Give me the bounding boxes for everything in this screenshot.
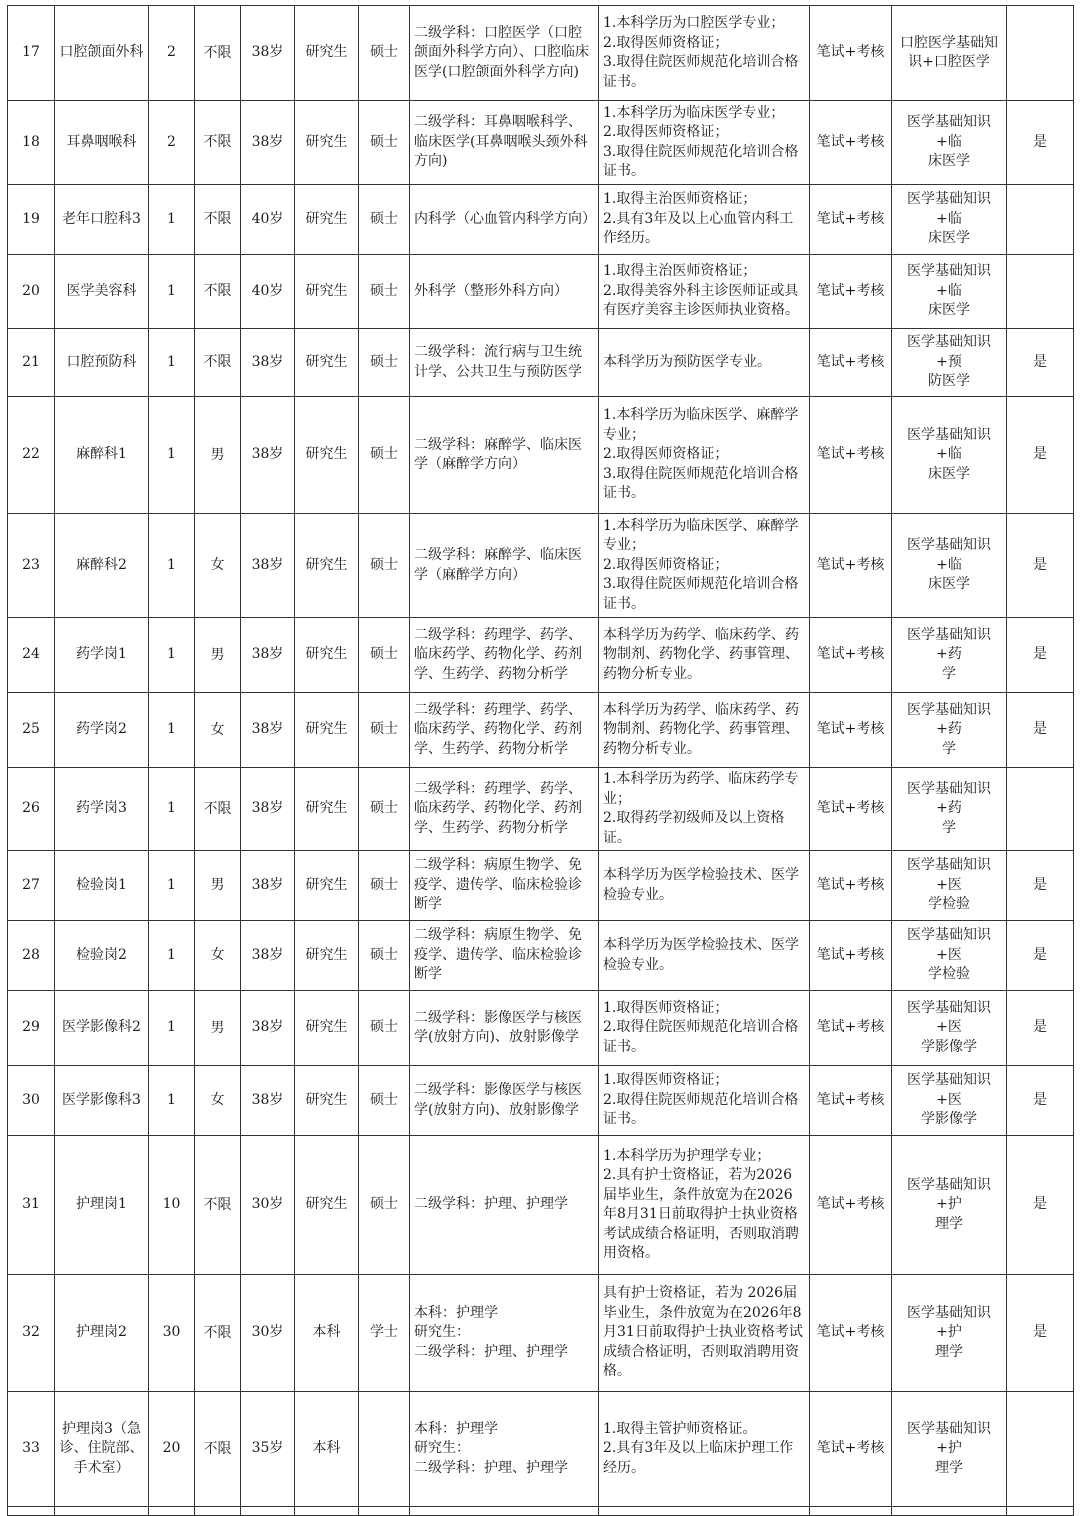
exam-subject-cell: 口腔医学基础知识+口腔医学 <box>892 6 1007 101</box>
other-requirements-cell: 1.本科学历为护理学专业； 2.具有护士资格证，若为2026届毕业生，条件放宽为在2026年8月31日前取得护士执业资格考试成绩合格证明，否则取消聘用资格。 <box>599 1136 810 1275</box>
exam-method-cell: 笔试+考核 <box>810 921 892 991</box>
exam-subject-cell: 医学基础知识+临 床医学 <box>892 514 1007 618</box>
headcount-cell: 1 <box>149 991 195 1066</box>
other-requirements-cell: 1.取得医师资格证； 2.取得住院医师规范化培训合格证书。 <box>599 1066 810 1136</box>
flag-cell: 是 <box>1007 921 1074 991</box>
degree-cell: 硕士 <box>359 618 410 693</box>
education-cell: 研究生 <box>295 397 359 514</box>
headcount-cell: 1 <box>149 329 195 397</box>
gender-requirement-cell: 不限 <box>195 1392 241 1507</box>
headcount-cell: 1 <box>149 185 195 255</box>
flag-cell: 是 <box>1007 101 1074 185</box>
exam-subject-cell: 医学基础知识+护 理学 <box>892 1392 1007 1507</box>
age-limit-cell: 38岁 <box>241 768 295 851</box>
exam-method-cell: 笔试+考核 <box>810 693 892 768</box>
degree-cell: 硕士 <box>359 6 410 101</box>
empty-cell <box>149 1507 195 1516</box>
exam-method-cell: 笔试+考核 <box>810 768 892 851</box>
empty-cell <box>195 1507 241 1516</box>
row-number-cell: 32 <box>8 1275 55 1392</box>
post-name-cell: 药学岗3 <box>55 768 149 851</box>
headcount-cell: 10 <box>149 1136 195 1275</box>
gender-requirement-cell: 男 <box>195 618 241 693</box>
table-row <box>8 101 1074 185</box>
gender-requirement-cell: 不限 <box>195 255 241 329</box>
table-row <box>8 329 1074 397</box>
row-number-cell: 18 <box>8 101 55 185</box>
empty-cell <box>810 1507 892 1516</box>
gender-requirement-cell: 女 <box>195 1066 241 1136</box>
exam-method-cell: 笔试+考核 <box>810 6 892 101</box>
degree-cell: 硕士 <box>359 397 410 514</box>
exam-subject-cell: 医学基础知识+医 学检验 <box>892 851 1007 921</box>
empty-cell <box>55 1507 149 1516</box>
empty-cell <box>892 1507 1007 1516</box>
row-number-cell: 33 <box>8 1392 55 1507</box>
row-number-cell: 20 <box>8 255 55 329</box>
major-requirement-cell: 二级学科：耳鼻咽喉科学、临床医学(耳鼻咽喉头颈外科方向) <box>410 101 599 185</box>
row-number-cell: 28 <box>8 921 55 991</box>
post-name-cell: 口腔预防科 <box>55 329 149 397</box>
major-requirement-cell: 二级学科：药理学、药学、临床药学、药物化学、药剂学、生药学、药物分析学 <box>410 768 599 851</box>
exam-method-cell: 笔试+考核 <box>810 329 892 397</box>
flag-cell: 是 <box>1007 851 1074 921</box>
empty-cell <box>599 1507 810 1516</box>
exam-method-cell: 笔试+考核 <box>810 851 892 921</box>
other-requirements-cell: 1.取得主治医师资格证； 2.具有3年及以上心血管内科工作经历。 <box>599 185 810 255</box>
age-limit-cell: 38岁 <box>241 1066 295 1136</box>
row-number-cell: 31 <box>8 1136 55 1275</box>
major-requirement-cell: 二级学科：麻醉学、临床医学（麻醉学方向） <box>410 514 599 618</box>
exam-method-cell: 笔试+考核 <box>810 1392 892 1507</box>
education-cell: 本科 <box>295 1392 359 1507</box>
exam-subject-cell: 医学基础知识+临 床医学 <box>892 397 1007 514</box>
headcount-cell: 1 <box>149 397 195 514</box>
major-requirement-cell: 二级学科：病原生物学、免疫学、遗传学、临床检验诊断学 <box>410 851 599 921</box>
gender-requirement-cell: 不限 <box>195 1275 241 1392</box>
flag-cell: 是 <box>1007 618 1074 693</box>
education-cell: 研究生 <box>295 1066 359 1136</box>
exam-subject-cell: 医学基础知识+医 学影像学 <box>892 991 1007 1066</box>
flag-cell <box>1007 255 1074 329</box>
post-name-cell: 药学岗2 <box>55 693 149 768</box>
degree-cell: 硕士 <box>359 693 410 768</box>
flag-cell: 是 <box>1007 1275 1074 1392</box>
gender-requirement-cell: 男 <box>195 397 241 514</box>
degree-cell: 硕士 <box>359 1066 410 1136</box>
exam-method-cell: 笔试+考核 <box>810 1066 892 1136</box>
age-limit-cell: 38岁 <box>241 397 295 514</box>
education-cell: 研究生 <box>295 851 359 921</box>
table-body <box>8 6 1074 1516</box>
degree-cell: 硕士 <box>359 185 410 255</box>
post-name-cell: 老年口腔科3 <box>55 185 149 255</box>
row-number-cell: 23 <box>8 514 55 618</box>
exam-method-cell: 笔试+考核 <box>810 991 892 1066</box>
other-requirements-cell: 具有护士资格证，若为 2026届毕业生，条件放宽为在2026年8月31日前取得护士执业资格考试成绩合格证明，否则取消聘用资格。 <box>599 1275 810 1392</box>
other-requirements-cell: 本科学历为预防医学专业。 <box>599 329 810 397</box>
gender-requirement-cell: 女 <box>195 921 241 991</box>
degree-cell: 硕士 <box>359 101 410 185</box>
age-limit-cell: 30岁 <box>241 1136 295 1275</box>
exam-subject-cell: 医学基础知识+护 理学 <box>892 1275 1007 1392</box>
exam-subject-cell: 医学基础知识+护 理学 <box>892 1136 1007 1275</box>
headcount-cell: 1 <box>149 921 195 991</box>
education-cell: 研究生 <box>295 514 359 618</box>
post-name-cell: 耳鼻咽喉科 <box>55 101 149 185</box>
table-row <box>8 514 1074 618</box>
age-limit-cell: 38岁 <box>241 618 295 693</box>
flag-cell <box>1007 1392 1074 1507</box>
major-requirement-cell: 二级学科：麻醉学、临床医学（麻醉学方向） <box>410 397 599 514</box>
other-requirements-cell: 1.本科学历为临床医学、麻醉学专业； 2.取得医师资格证； 3.取得住院医师规范化培训合格证书。 <box>599 397 810 514</box>
age-limit-cell: 40岁 <box>241 185 295 255</box>
headcount-cell: 1 <box>149 851 195 921</box>
exam-method-cell: 笔试+考核 <box>810 1275 892 1392</box>
other-requirements-cell: 1.取得主治医师资格证； 2.取得美容外科主诊医师证或具有医疗美容主诊医师执业资格。 <box>599 255 810 329</box>
exam-subject-cell: 医学基础知识+临 床医学 <box>892 255 1007 329</box>
other-requirements-cell: 1.本科学历为临床医学专业； 2.取得医师资格证； 3.取得住院医师规范化培训合格证书。 <box>599 101 810 185</box>
empty-cell <box>241 1507 295 1516</box>
recruitment-table <box>7 5 1074 1516</box>
other-requirements-cell: 1.取得医师资格证； 2.取得住院医师规范化培训合格证书。 <box>599 991 810 1066</box>
table-row <box>8 255 1074 329</box>
table-row <box>8 1275 1074 1392</box>
flag-cell: 是 <box>1007 1066 1074 1136</box>
major-requirement-cell: 二级学科：影像医学与核医学(放射方向)、放射影像学 <box>410 991 599 1066</box>
education-cell: 研究生 <box>295 101 359 185</box>
post-name-cell: 护理岗3（急诊、住院部、手术室） <box>55 1392 149 1507</box>
post-name-cell: 医学美容科 <box>55 255 149 329</box>
row-number-cell: 17 <box>8 6 55 101</box>
age-limit-cell: 30岁 <box>241 1275 295 1392</box>
age-limit-cell: 38岁 <box>241 991 295 1066</box>
table-row <box>8 1392 1074 1507</box>
headcount-cell: 20 <box>149 1392 195 1507</box>
table-row <box>8 768 1074 851</box>
gender-requirement-cell: 女 <box>195 693 241 768</box>
gender-requirement-cell: 不限 <box>195 185 241 255</box>
exam-method-cell: 笔试+考核 <box>810 397 892 514</box>
other-requirements-cell: 本科学历为药学、临床药学、药物制剂、药物化学、药事管理、药物分析专业。 <box>599 693 810 768</box>
flag-cell: 是 <box>1007 329 1074 397</box>
age-limit-cell: 38岁 <box>241 101 295 185</box>
gender-requirement-cell: 不限 <box>195 101 241 185</box>
flag-cell: 是 <box>1007 991 1074 1066</box>
exam-method-cell: 笔试+考核 <box>810 618 892 693</box>
post-name-cell: 检验岗1 <box>55 851 149 921</box>
major-requirement-cell: 二级学科：病原生物学、免疫学、遗传学、临床检验诊断学 <box>410 921 599 991</box>
major-requirement-cell: 本科：护理学 研究生： 二级学科：护理、护理学 <box>410 1275 599 1392</box>
exam-subject-cell: 医学基础知识+药 学 <box>892 693 1007 768</box>
table-row <box>8 1136 1074 1275</box>
empty-cell <box>295 1507 359 1516</box>
age-limit-cell: 38岁 <box>241 851 295 921</box>
degree-cell: 硕士 <box>359 991 410 1066</box>
table-row <box>8 618 1074 693</box>
gender-requirement-cell: 女 <box>195 514 241 618</box>
exam-method-cell: 笔试+考核 <box>810 255 892 329</box>
age-limit-cell: 35岁 <box>241 1392 295 1507</box>
table-row <box>8 851 1074 921</box>
row-number-cell: 29 <box>8 991 55 1066</box>
flag-cell: 是 <box>1007 397 1074 514</box>
education-cell: 研究生 <box>295 1136 359 1275</box>
major-requirement-cell: 二级学科：药理学、药学、临床药学、药物化学、药剂学、生药学、药物分析学 <box>410 618 599 693</box>
age-limit-cell: 38岁 <box>241 514 295 618</box>
degree-cell: 学士 <box>359 1275 410 1392</box>
empty-cell <box>1007 1507 1074 1516</box>
table-row <box>8 921 1074 991</box>
post-name-cell: 护理岗1 <box>55 1136 149 1275</box>
headcount-cell: 1 <box>149 693 195 768</box>
education-cell: 研究生 <box>295 768 359 851</box>
post-name-cell: 检验岗2 <box>55 921 149 991</box>
headcount-cell: 2 <box>149 6 195 101</box>
education-cell: 研究生 <box>295 329 359 397</box>
row-number-cell: 21 <box>8 329 55 397</box>
headcount-cell: 1 <box>149 255 195 329</box>
headcount-cell: 1 <box>149 768 195 851</box>
gender-requirement-cell: 男 <box>195 851 241 921</box>
other-requirements-cell: 本科学历为医学检验技术、医学检验专业。 <box>599 851 810 921</box>
headcount-cell: 1 <box>149 514 195 618</box>
row-number-cell: 30 <box>8 1066 55 1136</box>
education-cell: 研究生 <box>295 255 359 329</box>
post-name-cell: 药学岗1 <box>55 618 149 693</box>
flag-cell <box>1007 768 1074 851</box>
row-number-cell: 19 <box>8 185 55 255</box>
table-row <box>8 185 1074 255</box>
major-requirement-cell: 二级学科：护理、护理学 <box>410 1136 599 1275</box>
gender-requirement-cell: 男 <box>195 991 241 1066</box>
empty-cell <box>8 1507 55 1516</box>
exam-method-cell: 笔试+考核 <box>810 185 892 255</box>
exam-method-cell: 笔试+考核 <box>810 1136 892 1275</box>
post-name-cell: 医学影像科3 <box>55 1066 149 1136</box>
row-number-cell: 26 <box>8 768 55 851</box>
other-requirements-cell: 1.本科学历为口腔医学专业； 2.取得医师资格证； 3.取得住院医师规范化培训合格证书。 <box>599 6 810 101</box>
headcount-cell: 2 <box>149 101 195 185</box>
age-limit-cell: 38岁 <box>241 693 295 768</box>
education-cell: 研究生 <box>295 185 359 255</box>
degree-cell: 硕士 <box>359 851 410 921</box>
exam-method-cell: 笔试+考核 <box>810 514 892 618</box>
other-requirements-cell: 1.取得主管护师资格证。 2.具有3年及以上临床护理工作经历。 <box>599 1392 810 1507</box>
gender-requirement-cell: 不限 <box>195 329 241 397</box>
empty-cell <box>410 1507 599 1516</box>
degree-cell <box>359 1392 410 1507</box>
degree-cell: 硕士 <box>359 921 410 991</box>
age-limit-cell: 38岁 <box>241 6 295 101</box>
gender-requirement-cell: 不限 <box>195 768 241 851</box>
row-number-cell: 27 <box>8 851 55 921</box>
major-requirement-cell: 二级学科：药理学、药学、临床药学、药物化学、药剂学、生药学、药物分析学 <box>410 693 599 768</box>
age-limit-cell: 40岁 <box>241 255 295 329</box>
age-limit-cell: 38岁 <box>241 329 295 397</box>
degree-cell: 硕士 <box>359 329 410 397</box>
other-requirements-cell: 1.本科学历为临床医学、麻醉学专业； 2.取得医师资格证； 3.取得住院医师规范化培训合格证书。 <box>599 514 810 618</box>
gender-requirement-cell: 不限 <box>195 1136 241 1275</box>
row-number-cell: 22 <box>8 397 55 514</box>
headcount-cell: 1 <box>149 1066 195 1136</box>
major-requirement-cell: 内科学（心血管内科学方向） <box>410 185 599 255</box>
headcount-cell: 30 <box>149 1275 195 1392</box>
row-number-cell: 24 <box>8 618 55 693</box>
education-cell: 研究生 <box>295 991 359 1066</box>
flag-cell: 是 <box>1007 1136 1074 1275</box>
flag-cell: 是 <box>1007 693 1074 768</box>
major-requirement-cell: 二级学科：口腔医学（口腔颌面外科学方向）、口腔临床医学(口腔颌面外科学方向) <box>410 6 599 101</box>
other-requirements-cell: 本科学历为医学检验技术、医学检验专业。 <box>599 921 810 991</box>
degree-cell: 硕士 <box>359 768 410 851</box>
headcount-cell: 1 <box>149 618 195 693</box>
exam-subject-cell: 医学基础知识+药 学 <box>892 768 1007 851</box>
age-limit-cell: 38岁 <box>241 921 295 991</box>
degree-cell: 硕士 <box>359 514 410 618</box>
post-name-cell: 麻醉科2 <box>55 514 149 618</box>
exam-subject-cell: 医学基础知识+预 防医学 <box>892 329 1007 397</box>
education-cell: 研究生 <box>295 618 359 693</box>
gender-requirement-cell: 不限 <box>195 6 241 101</box>
other-requirements-cell: 本科学历为药学、临床药学、药物制剂、药物化学、药事管理、药物分析专业。 <box>599 618 810 693</box>
other-requirements-cell: 1.本科学历为药学、临床药学专业； 2.取得药学初级师及以上资格证。 <box>599 768 810 851</box>
post-name-cell: 麻醉科1 <box>55 397 149 514</box>
flag-cell: 是 <box>1007 514 1074 618</box>
empty-cell <box>359 1507 410 1516</box>
table-row <box>8 991 1074 1066</box>
degree-cell: 硕士 <box>359 255 410 329</box>
degree-cell: 硕士 <box>359 1136 410 1275</box>
exam-subject-cell: 医学基础知识+临 床医学 <box>892 101 1007 185</box>
education-cell: 研究生 <box>295 693 359 768</box>
post-name-cell: 医学影像科2 <box>55 991 149 1066</box>
post-name-cell: 护理岗2 <box>55 1275 149 1392</box>
table-row <box>8 397 1074 514</box>
major-requirement-cell: 二级学科：流行病与卫生统计学、公共卫生与预防医学 <box>410 329 599 397</box>
table-row <box>8 693 1074 768</box>
empty-row <box>8 1507 1074 1516</box>
exam-method-cell: 笔试+考核 <box>810 101 892 185</box>
row-number-cell: 25 <box>8 693 55 768</box>
flag-cell <box>1007 185 1074 255</box>
exam-subject-cell: 医学基础知识+医 学检验 <box>892 921 1007 991</box>
education-cell: 本科 <box>295 1275 359 1392</box>
table-row <box>8 6 1074 101</box>
major-requirement-cell: 外科学（整形外科方向） <box>410 255 599 329</box>
post-name-cell: 口腔颌面外科 <box>55 6 149 101</box>
exam-subject-cell: 医学基础知识+临 床医学 <box>892 185 1007 255</box>
exam-subject-cell: 医学基础知识+药 学 <box>892 618 1007 693</box>
education-cell: 研究生 <box>295 6 359 101</box>
flag-cell <box>1007 6 1074 101</box>
major-requirement-cell: 本科：护理学 研究生： 二级学科：护理、护理学 <box>410 1392 599 1507</box>
education-cell: 研究生 <box>295 921 359 991</box>
major-requirement-cell: 二级学科：影像医学与核医学(放射方向)、放射影像学 <box>410 1066 599 1136</box>
table-row <box>8 1066 1074 1136</box>
exam-subject-cell: 医学基础知识+医 学影像学 <box>892 1066 1007 1136</box>
